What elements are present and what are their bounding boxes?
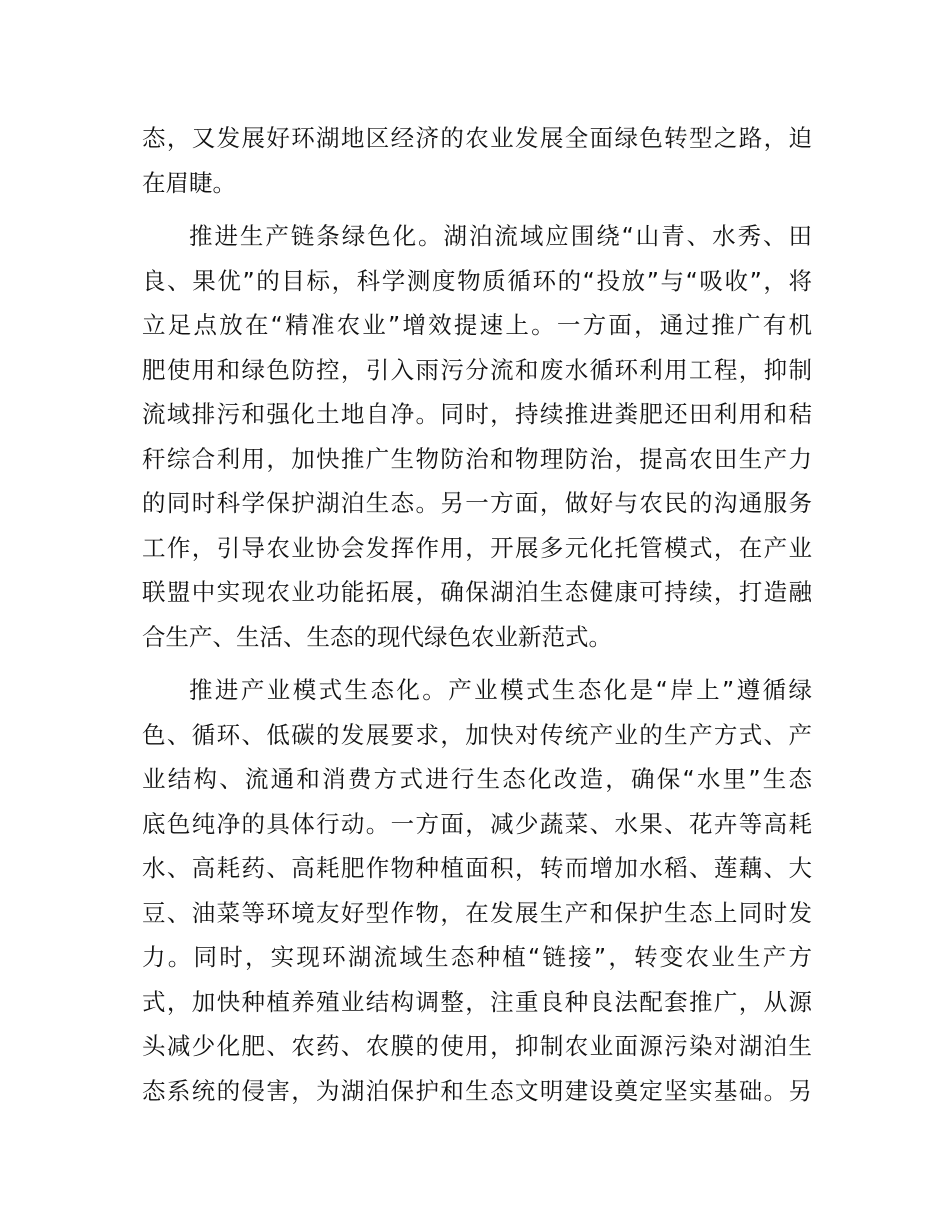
text-line: 态，又发展好环湖地区经济的农业发展全面绿色转型之路，迫	[142, 124, 812, 152]
paragraph-2	[142, 214, 812, 659]
document-body	[142, 116, 812, 1122]
text-line: 秆综合利用，加快推广生物防治和物理防治，提高农田生产力	[142, 444, 812, 473]
text-line: 立足点放在“精准农业”增效提速上。一方面，通过推广有机	[142, 311, 812, 339]
text-line: 工作，引导农业协会发挥作用，开展多元化托管模式，在产业	[142, 533, 812, 562]
text-line: 肥使用和绿色防控，引入雨污分流和废水循环利用工程，抑制	[142, 355, 812, 384]
text-line: 头减少化肥、农药、农膜的使用，抑制农业面源污染对湖泊生	[142, 1032, 812, 1060]
text-line: 业结构、流通和消费方式进行生态化改造，确保“水里”生态	[142, 765, 812, 793]
text-line: 水、高耗药、高耗肥作物种植面积，转而增加水稻、莲藕、大	[142, 854, 812, 882]
paragraph-1	[142, 116, 812, 205]
text-line: 推进产业模式生态化。产业模式生态化是“岸上”遵循绿	[189, 676, 812, 704]
text-line: 合生产、生活、生态的现代绿色农业新范式。	[142, 622, 612, 651]
text-line: 豆、油菜等环境友好型作物，在发展生产和保护生态上同时发	[142, 898, 812, 927]
text-line: 推进生产链条绿色化。湖泊流域应围绕“山青、水秀、田	[189, 222, 812, 250]
text-line: 良、果优”的目标，科学测度物质循环的“投放”与“吸收”，将	[142, 266, 812, 295]
paragraph-3	[142, 668, 812, 1113]
text-line: 力。同时，实现环湖流域生态种植“链接”，转变农业生产方	[142, 943, 812, 971]
text-line: 式，加快种植养殖业结构调整，注重良种良法配套推广，从源	[142, 987, 812, 1016]
text-line: 联盟中实现农业功能拓展，确保湖泊生态健康可持续，打造融	[142, 578, 812, 606]
text-line: 底色纯净的具体行动。一方面，减少蔬菜、水果、花卉等高耗	[142, 809, 812, 838]
text-line: 流域排污和强化土地自净。同时，持续推进粪肥还田利用和秸	[142, 400, 812, 428]
text-line: 色、循环、低碳的发展要求，加快对传统产业的生产方式、产	[142, 720, 812, 749]
text-line: 态系统的侵害，为湖泊保护和生态文明建设奠定坚实基础。另	[142, 1076, 812, 1105]
text-line: 的同时科学保护湖泊生态。另一方面，做好与农民的沟通服务	[142, 489, 812, 517]
text-line: 在眉睫。	[142, 168, 236, 197]
